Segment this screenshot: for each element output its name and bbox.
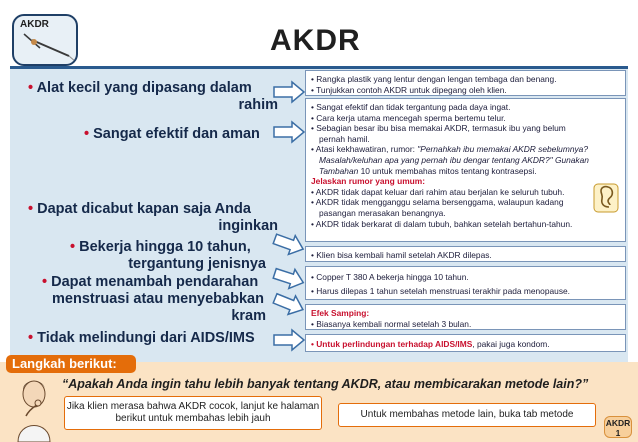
point-text: Bekerja hingga 10 tahun, (79, 239, 251, 255)
next-step-label: Langkah berikut: (6, 355, 136, 373)
arrow-right-icon (272, 290, 306, 318)
point-bleeding: • Dapat menambah pendarahan menstruasi atau menyebabkan kram (42, 274, 266, 324)
point-text: Dapat dicabut kapan saja Anda (37, 201, 251, 217)
point-duration: • Bekerja hingga 10 tahun, tergantung jenisnya (70, 239, 266, 272)
rumor-heading: Jelaskan rumor yang umum: (311, 176, 426, 187)
point-text: tergantung jenisnya (128, 256, 266, 272)
point-text: inginkan (218, 218, 278, 234)
box-text: • Copper T 380 A bekerja hingga 10 tahun. (311, 272, 469, 282)
point-text: Tidak melindungi dari AIDS/IMS (37, 330, 255, 346)
box-text: 10 untuk membahas mitos tentang kontrasepsi. (358, 165, 537, 176)
question-prompt: “Apakah Anda ingin tahu lebih banyak tentang AKDR, atau membicarakan metode lain?” (62, 377, 589, 391)
arrow-right-icon (272, 328, 306, 352)
point-text: Alat kecil yang dipasang dalam (36, 80, 252, 96)
box-text: • AKDR tidak berkarat di dalam tubuh, bahkan setelah bertahun-tahun. (311, 218, 573, 229)
info-box-side-effects (305, 304, 626, 330)
continue-button-label: Jika klien merasa bahwa AKDR cocok, lanjut ke halaman berikut untuk membahas lebih jauh (66, 401, 320, 424)
header (0, 0, 638, 68)
arrow-right-icon (272, 264, 306, 292)
point-no-protection: • Tidak melindungi dari AIDS/IMS (28, 330, 255, 346)
box-text: • Atasi kekhawatiran, rumor: (311, 144, 418, 155)
other-methods-button[interactable] (338, 403, 596, 427)
point-text: rahim (238, 97, 278, 113)
page-title: AKDR (270, 24, 361, 57)
box-text: • Tunjukkan contoh AKDR untuk dipegang oleh klien. (311, 84, 507, 95)
protection-line (311, 339, 620, 350)
point-text: Dapat menambah pendarahan (51, 274, 259, 290)
box-text: , pakai juga kondom. (472, 339, 550, 349)
point-effective: • Sangat efektif dan aman (84, 126, 260, 142)
continue-next-page-button[interactable] (64, 396, 322, 430)
page-badge (604, 416, 632, 438)
iud-device-icon (14, 16, 78, 66)
page-badge-number: 1 (615, 428, 621, 438)
arrow-right-icon (272, 80, 306, 104)
point-text: Sangat efektif dan aman (93, 126, 260, 142)
box-text: • Klien bisa kembali hamil setelah AKDR dilepas. (311, 250, 492, 260)
box-text: • Harus dilepas 1 tahun setelah menstruasi terakhir pada menopause. (311, 285, 570, 296)
side-effects-heading: Efek Samping: (311, 308, 370, 318)
woman-thinking-icon (8, 372, 64, 442)
box-text: • Sangat efektif dan tidak tergantung pada daya ingat. (311, 102, 511, 112)
info-box-description (305, 70, 626, 96)
rumor-tail-italic: Gunakan Tambahan (319, 154, 589, 176)
info-box-protection (305, 334, 626, 352)
point-removable: • Dapat dicabut kapan saja Anda inginkan (28, 201, 278, 234)
page-badge-title: AKDR (605, 418, 631, 428)
badge-label: AKDR (20, 19, 49, 30)
info-box-return-fertility (305, 246, 626, 262)
box-text: • AKDR tidak mengganggu selama bersenggama, walaupun kadang pasangan merasakan benangnya. (311, 197, 564, 218)
arrow-right-icon (272, 230, 306, 258)
info-box-duration (305, 266, 626, 300)
point-text: kram (231, 308, 266, 324)
akdr-thumbnail-badge (12, 14, 78, 66)
box-text: • AKDR tidak dapat keluar dari rahim atau berjalan ke seluruh tubuh. (311, 186, 565, 197)
box-text: • Sebagian besar ibu bisa memakai AKDR, termasuk ibu yang belum pernah hamil. (311, 123, 566, 144)
rumor-prompt (311, 144, 589, 176)
info-box-effectiveness (305, 98, 626, 242)
point-text: menstruasi atau menyebabkan (52, 291, 264, 307)
point-small-device: • Alat kecil yang dipasang dalam rahim (28, 80, 278, 113)
rumor-question: "Pernahkah ibu memakai AKDR sebelumnya? Masalah/keluhan apa yang pernah ibu dengar tentang AKDR?" (319, 144, 588, 165)
protection-warning: • Untuk perlindungan terhadap AIDS/IMS (311, 339, 473, 349)
ear-icon (593, 183, 619, 213)
other-methods-button-label: Untuk membahas metode lain, buka tab metode (360, 409, 574, 420)
box-text: • Biasanya kembali normal setelah 3 bulan. (311, 318, 472, 329)
box-text: • Rangka plastik yang lentur dengan lengan tembaga dan benang. (311, 74, 557, 84)
box-text: • Cara kerja utama mencegah sperma bertemu telur. (311, 112, 506, 123)
arrow-right-icon (272, 120, 306, 144)
